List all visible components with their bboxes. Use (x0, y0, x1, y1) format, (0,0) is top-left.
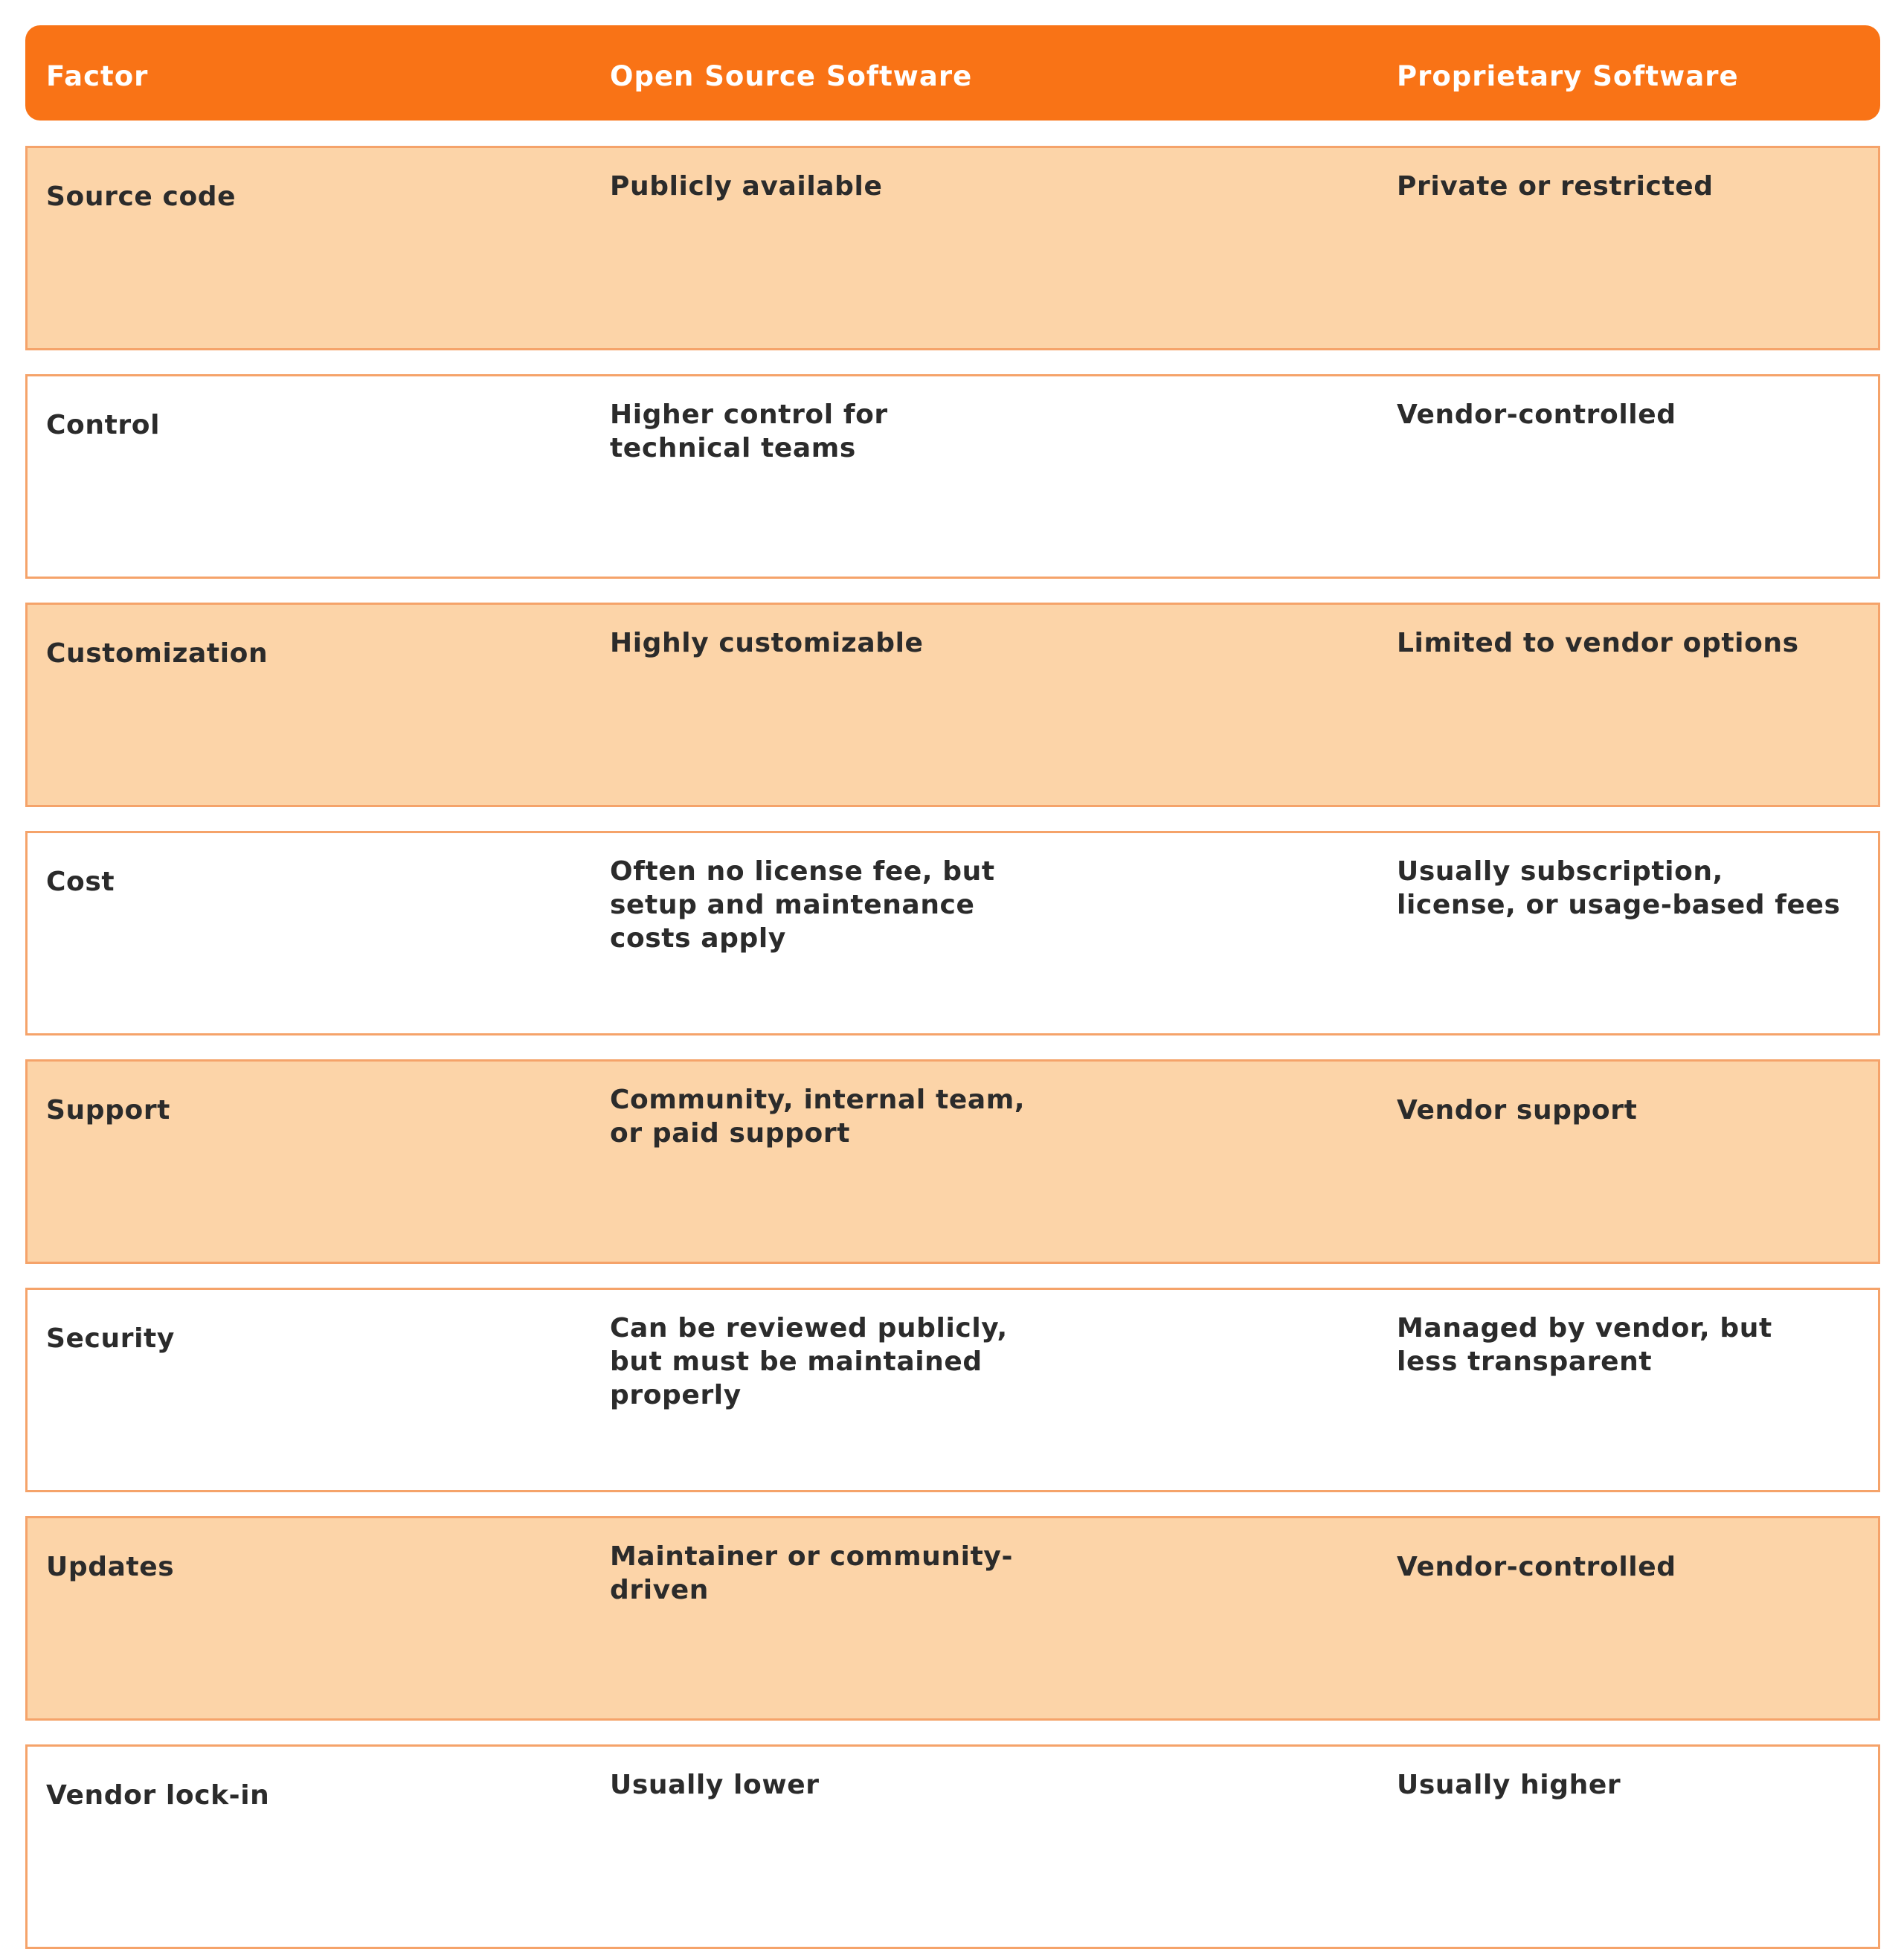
table-row (25, 374, 1880, 579)
table-row (25, 831, 1880, 1035)
row-factor: Security (46, 1323, 175, 1354)
row-open-source: Highly customizable (610, 628, 924, 658)
row-open-source: Often no license fee, but setup and maintenance costs apply (610, 856, 995, 954)
row-factor: Support (46, 1095, 170, 1126)
row-open-source: Can be reviewed publicly, but must be maintained properly (610, 1313, 1008, 1410)
row-factor: Source code (46, 182, 237, 212)
row-proprietary: Vendor-controlled (1397, 1552, 1676, 1582)
row-proprietary: Managed by vendor, but less transparent (1397, 1313, 1772, 1377)
row-proprietary: Limited to vendor options (1397, 628, 1799, 658)
row-proprietary: Vendor support (1397, 1095, 1638, 1126)
row-open-source: Maintainer or community-driven (610, 1541, 1013, 1605)
row-proprietary: Usually subscription, license, or usage-based fees (1397, 856, 1841, 920)
row-open-source: Community, internal team, or paid support (610, 1085, 1026, 1149)
row-factor: Updates (46, 1552, 175, 1582)
row-proprietary: Vendor-controlled (1397, 399, 1676, 430)
header-factor: Factor (46, 60, 149, 92)
table-row (25, 1516, 1880, 1721)
table-row (25, 1059, 1880, 1264)
table-header (25, 25, 1880, 121)
table-row (25, 146, 1880, 350)
table-row (25, 1744, 1880, 1949)
row-factor: Control (46, 410, 161, 440)
row-open-source: Publicly available (610, 171, 883, 202)
row-proprietary: Private or restricted (1397, 171, 1714, 202)
row-factor: Customization (46, 638, 268, 669)
row-open-source: Higher control for technical teams (610, 399, 888, 463)
comparison-table (25, 25, 1880, 1811)
header-open-source: Open Source Software (610, 60, 973, 92)
header-proprietary: Proprietary Software (1397, 60, 1739, 92)
row-open-source: Usually lower (610, 1770, 820, 1800)
row-factor: Vendor lock-in (46, 1780, 270, 1811)
row-proprietary: Usually higher (1397, 1770, 1621, 1800)
table-row (25, 603, 1880, 807)
row-factor: Cost (46, 867, 115, 897)
table-row (25, 1288, 1880, 1492)
